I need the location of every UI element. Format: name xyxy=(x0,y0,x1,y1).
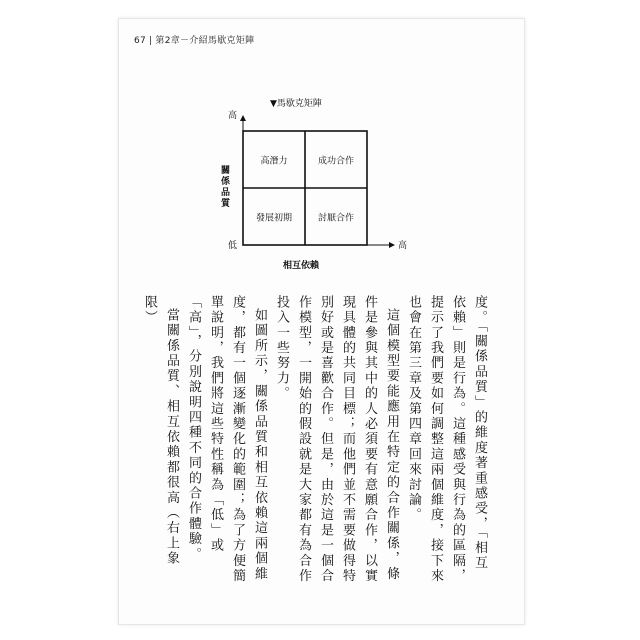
quadrant-top-right: 成功合作 xyxy=(317,156,355,167)
caption-marker: ▼ xyxy=(270,99,277,109)
chapter-title: 第2章－介紹馬歇克矩陣 xyxy=(155,36,255,46)
y-axis-title: 關係品質 xyxy=(220,166,230,209)
quadrant-bottom-right: 討厭合作 xyxy=(317,213,355,224)
x-axis-high-label: 高 xyxy=(398,241,408,251)
paragraph: 如圖所示，關係品質和相互依賴這兩個維度，都有一個逐漸變化的範圍；為了方便簡單說明，我們將這些特性稱為「低」或「高」，分別說明四種不同的合作體驗。 xyxy=(186,295,267,584)
paragraph: 度。「關係品質」的維度著重感受，「相互依賴」則是行為。這種感受與行為的區隔，提示了我們要如何調整這兩個維度，接下來也會在第三章及第四章回來討論。 xyxy=(406,295,487,584)
page-number: 67 xyxy=(134,36,147,46)
y-axis-low-label: 低 xyxy=(228,241,238,251)
x-axis-title: 相互依賴 xyxy=(283,261,320,271)
paragraph: 這個模型要能應用在特定的合作關係，條件是參與其中的人必須要有意願合作，以實現具體的共同目標；而他們並不需要做得特別好或是喜歡合作。但是，由於這是一個合作模型，一開始的假設就是大家都有為合作投入一些努力。 xyxy=(274,295,399,584)
header-separator: | xyxy=(149,36,153,46)
body-text xyxy=(142,295,490,585)
paragraph: 當關係品質、相互依賴都很高（右上象限） xyxy=(142,295,179,567)
quadrant-bottom-left: 發展初期 xyxy=(255,213,293,224)
y-axis-high-label: 高 xyxy=(228,111,238,121)
caption-text: 馬歇克矩陣 xyxy=(276,99,322,109)
quadrant-top-left: 高潛力 xyxy=(260,156,288,167)
